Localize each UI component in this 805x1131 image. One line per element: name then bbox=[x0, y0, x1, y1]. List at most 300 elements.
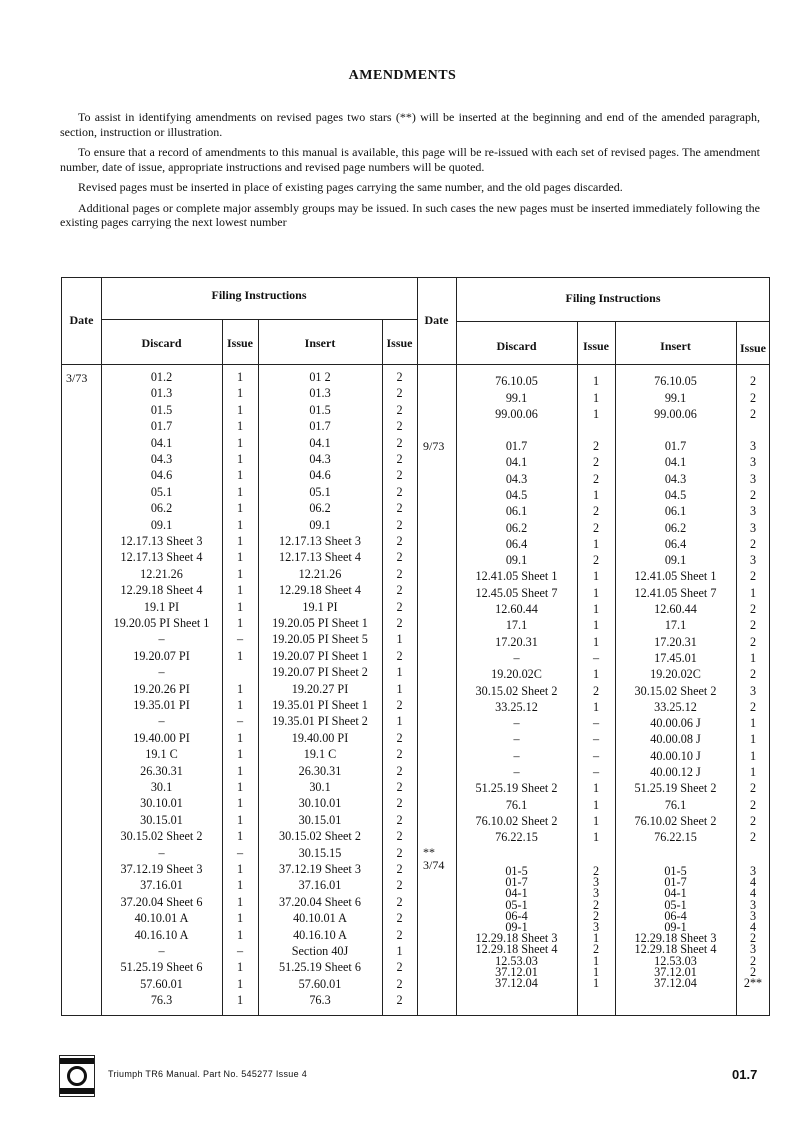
issue-cell: 1 bbox=[236, 566, 244, 581]
issue-cell: 1 bbox=[749, 765, 757, 779]
issue-cell: 3 bbox=[749, 471, 757, 486]
issue-cell: 2 bbox=[749, 374, 757, 388]
issue-cell: 2 bbox=[396, 501, 403, 516]
insert-cell: 19.1 PI bbox=[302, 599, 338, 614]
insert-cell: 40.16.10 A bbox=[293, 927, 347, 942]
issue-cell: 2 bbox=[749, 830, 757, 845]
issue-cell: 2 bbox=[749, 964, 757, 979]
rule bbox=[101, 319, 417, 320]
insert-cell: 12.21.26 bbox=[298, 566, 342, 581]
discard-cell: 09.1 bbox=[150, 517, 173, 532]
insert-cell: 12.17.13 Sheet 3 bbox=[279, 534, 361, 548]
issue-cell: 1 bbox=[592, 407, 600, 421]
issue-cell: 1 bbox=[749, 732, 757, 747]
insert-cell: 01 2 bbox=[309, 370, 331, 384]
discard-cell: 12.21.26 bbox=[140, 566, 183, 581]
header-issue-right-1: Issue bbox=[582, 339, 609, 353]
header-issue-left-2: Issue bbox=[386, 336, 413, 350]
issue-cell: 4 bbox=[749, 920, 757, 934]
discard-cell: 51.25.19 Sheet 6 bbox=[120, 960, 203, 975]
discard-cell: 06.1 bbox=[505, 504, 528, 519]
header-filing-left: Filing Instructions bbox=[211, 288, 307, 302]
issue-cell: 1 bbox=[236, 484, 244, 499]
british-leyland-logo bbox=[59, 1055, 95, 1097]
insert-cell: 37.12.19 Sheet 3 bbox=[279, 862, 361, 876]
issue-cell: 2 bbox=[749, 667, 757, 682]
footer-manual-text: Triumph TR6 Manual. Part No. 545277 Issue 4 bbox=[108, 1069, 307, 1079]
issue-cell: 1 bbox=[592, 602, 600, 616]
discard-cell: – bbox=[513, 748, 520, 763]
discard-cell: 30.15.01 bbox=[140, 812, 183, 827]
issue-cell: 2 bbox=[592, 471, 600, 486]
issue-cell: 4 bbox=[749, 875, 757, 890]
issue-cell: 1 bbox=[592, 797, 600, 812]
discard-cell: – bbox=[158, 714, 165, 729]
issue-cell: 2 bbox=[396, 648, 403, 663]
discard-cell: 04.3 bbox=[505, 471, 528, 486]
issue-cell: 1 bbox=[236, 386, 244, 401]
discard-cell: 01.5 bbox=[150, 402, 173, 417]
issue-cell: 1 bbox=[236, 435, 244, 450]
issue-cell: 3 bbox=[749, 553, 757, 568]
issue-cell: – bbox=[236, 632, 244, 647]
discard-cell: 12.41.05 Sheet 1 bbox=[475, 569, 558, 584]
insert-cell: 30.1 bbox=[309, 780, 331, 794]
discard-cell: 19.1 C bbox=[145, 747, 178, 762]
issue-cell: 2 bbox=[749, 699, 757, 714]
issue-cell: 1 bbox=[236, 993, 244, 1008]
page-title: AMENDMENTS bbox=[348, 68, 457, 83]
insert-cell: 12.41.05 Sheet 7 bbox=[634, 585, 717, 600]
issue-cell: 2 bbox=[396, 452, 403, 466]
discard-cell: 40.16.10 A bbox=[134, 927, 189, 942]
issue-cell: – bbox=[236, 944, 244, 958]
insert-cell: 51.25.19 Sheet 6 bbox=[279, 960, 361, 975]
issue-cell: 1 bbox=[236, 370, 244, 384]
issue-cell: 1 bbox=[396, 665, 403, 680]
rule bbox=[456, 321, 770, 322]
insert-cell: 06.1 bbox=[664, 504, 687, 519]
date-9-73: 9/73 bbox=[423, 439, 445, 453]
discard-cell: 99.00.06 bbox=[495, 407, 538, 421]
issue-cell: 3 bbox=[749, 942, 757, 957]
intro-paragraph-4: Additional pages or complete major assembly groups may be issued. In such cases the new pages must be inserted immediately following the existing pages carrying the next lowest number bbox=[60, 200, 760, 229]
issue-cell: 2 bbox=[749, 407, 757, 421]
insert-cell: 19.20.02C bbox=[650, 667, 701, 682]
insert-cell: 57.60.01 bbox=[298, 976, 342, 991]
issue-cell: 1 bbox=[236, 780, 244, 794]
insert-cell: 04.6 bbox=[309, 468, 331, 483]
issue-cell: 2 bbox=[592, 942, 600, 957]
insert-cell: 12.29.18 Sheet 3 bbox=[634, 931, 717, 946]
discard-cell: – bbox=[513, 765, 520, 779]
issue-cell: 2 bbox=[592, 553, 600, 568]
insert-cell: 37.12.01 bbox=[654, 964, 697, 979]
insert-cell: Section 40J bbox=[291, 944, 349, 958]
insert-cell: 04.1 bbox=[309, 435, 331, 450]
issue-cell: 2 bbox=[396, 534, 403, 548]
issue-cell: 2 bbox=[592, 455, 600, 470]
insert-cell: 26.30.31 bbox=[298, 763, 342, 778]
issue-cell: 2 bbox=[396, 976, 403, 991]
insert-cell: 19.40.00 PI bbox=[291, 730, 349, 745]
discard-cell: 04.6 bbox=[150, 468, 173, 483]
date-3-74: 3/74 bbox=[423, 858, 445, 872]
insert-cell: 05.1 bbox=[309, 484, 331, 499]
issue-cell: 1 bbox=[236, 730, 244, 745]
issue-cell: 1 bbox=[236, 452, 244, 466]
intro-paragraph-2: To ensure that a record of amendments to this manual is available, this page will be re-issued with each set of revised pages. The amendment number, date of issue, appropriate instructions and revised page numbers will be quoted. bbox=[60, 145, 760, 174]
issue-cell: 1 bbox=[592, 667, 600, 682]
discard-cell: 09-1 bbox=[505, 920, 528, 934]
issue-cell: 1 bbox=[396, 714, 403, 729]
insert-cell: 19.20.05 PI Sheet 5 bbox=[272, 632, 368, 647]
insert-cell: 01.5 bbox=[309, 402, 331, 417]
insert-cell: 37.12.04 bbox=[654, 976, 697, 990]
discard-cell: 40.10.01 A bbox=[134, 911, 189, 926]
issue-cell: 1 bbox=[592, 536, 600, 551]
discard-cell: 05-1 bbox=[505, 897, 528, 912]
issue-cell: 1 bbox=[236, 812, 244, 827]
insert-cell: 01-7 bbox=[664, 875, 687, 890]
issue-cell: 1 bbox=[592, 830, 600, 845]
discard-cell: 19.20.05 PI Sheet 1 bbox=[113, 616, 210, 630]
insert-cell: 05-1 bbox=[664, 897, 687, 912]
insert-cell: 40.00.12 J bbox=[650, 765, 701, 779]
discard-cell: 04.3 bbox=[150, 452, 173, 466]
discard-cell: 19.1 PI bbox=[143, 599, 180, 614]
issue-cell: 2 bbox=[396, 927, 403, 942]
issue-cell: 3 bbox=[749, 520, 757, 535]
issue-cell: 2 bbox=[396, 763, 403, 778]
issue-cell: 1 bbox=[592, 953, 600, 968]
issue-cell: 1 bbox=[236, 763, 244, 778]
discard-cell: 01.7 bbox=[150, 419, 173, 434]
issue-cell: 1 bbox=[236, 698, 244, 712]
logo-emblem-icon bbox=[67, 1066, 87, 1086]
discard-cell: 19.40.00 PI bbox=[133, 730, 190, 745]
header-issue-right-2: Issue bbox=[739, 341, 766, 355]
issue-cell: 2 bbox=[749, 618, 757, 633]
issue-cell: – bbox=[592, 732, 600, 747]
discard-cell: – bbox=[158, 665, 165, 680]
insert-cell: 19.1 C bbox=[303, 747, 337, 762]
insert-cell: 17.20.31 bbox=[654, 634, 697, 649]
page-number: 01.7 bbox=[732, 1067, 758, 1082]
discard-cell: 51.25.19 Sheet 2 bbox=[475, 781, 558, 796]
issue-cell: 2 bbox=[749, 813, 757, 828]
discard-cell: 06-4 bbox=[505, 908, 528, 923]
issue-cell: 1 bbox=[236, 829, 244, 844]
issue-cell: 2 bbox=[749, 931, 757, 946]
issue-cell: 1 bbox=[236, 894, 244, 909]
issue-cell: 1 bbox=[236, 911, 244, 926]
issue-cell: 2 bbox=[749, 536, 757, 551]
discard-cell: 37.16.01 bbox=[140, 878, 183, 893]
discard-cell: 12.29.18 Sheet 4 bbox=[475, 942, 558, 957]
insert-cell: 12.17.13 Sheet 4 bbox=[279, 550, 361, 565]
issue-cell: 1 bbox=[236, 419, 244, 434]
issue-cell: 2 bbox=[749, 953, 757, 968]
insert-cell: 99.00.06 bbox=[654, 407, 697, 421]
issue-cell: 1 bbox=[236, 747, 244, 762]
issue-cell: 1 bbox=[236, 648, 244, 663]
discard-cell: 30.15.02 Sheet 2 bbox=[475, 683, 558, 698]
issue-cell: 2 bbox=[592, 439, 600, 453]
header-date-left: Date bbox=[69, 313, 94, 327]
issue-cell: 1 bbox=[396, 632, 403, 647]
discard-cell: – bbox=[158, 845, 165, 860]
discard-cell: 37.20.04 Sheet 6 bbox=[120, 894, 203, 909]
discard-cell: – bbox=[158, 944, 165, 958]
insert-cell: 04-1 bbox=[664, 886, 687, 901]
discard-cell: 76.22.15 bbox=[495, 830, 538, 845]
issue-cell: 2 bbox=[396, 402, 403, 417]
issue-cell: 3 bbox=[592, 886, 600, 901]
issue-cell: 1 bbox=[749, 585, 757, 600]
discard-cell: 19.35.01 PI bbox=[133, 698, 190, 712]
issue-cell: 3 bbox=[592, 920, 600, 934]
issue-cell: 2 bbox=[396, 599, 403, 614]
insert-cell: 19.20.07 PI Sheet 2 bbox=[272, 665, 368, 680]
issue-cell: 2 bbox=[396, 468, 403, 483]
issue-cell: 2 bbox=[396, 517, 403, 532]
issue-cell: – bbox=[592, 716, 600, 731]
discard-cell: 12.53.03 bbox=[495, 953, 538, 968]
issue-cell: 2 bbox=[749, 569, 757, 584]
issue-cell: 2 bbox=[396, 894, 403, 909]
issue-cell: 1 bbox=[749, 748, 757, 763]
issue-cell: 2 bbox=[749, 781, 757, 796]
issue-cell: 1 bbox=[592, 390, 600, 405]
issue-cell: 2 bbox=[396, 484, 403, 499]
issue-cell: – bbox=[236, 714, 244, 729]
header-insert-left: Insert bbox=[304, 336, 336, 350]
insert-cell: 12.53.03 bbox=[654, 953, 697, 968]
issue-cell: 3 bbox=[749, 864, 757, 878]
issue-cell: – bbox=[592, 765, 600, 779]
insert-cell: 17.1 bbox=[664, 618, 687, 633]
discard-cell: 99.1 bbox=[505, 390, 528, 405]
issue-cell: 1 bbox=[236, 402, 244, 417]
issue-cell: 2 bbox=[749, 487, 757, 502]
issue-cell: 2 bbox=[396, 993, 403, 1008]
issue-cell: 2 bbox=[592, 864, 600, 878]
insert-cell: 37.16.01 bbox=[298, 878, 342, 893]
discard-cell: 12.60.44 bbox=[495, 602, 538, 616]
discard-cell: 12.17.13 Sheet 3 bbox=[120, 534, 203, 548]
issue-cell: 1 bbox=[236, 501, 244, 516]
issue-cell: 2 bbox=[396, 862, 403, 876]
insert-cell: 33.25.12 bbox=[654, 699, 697, 714]
discard-cell: 19.20.02C bbox=[491, 667, 542, 682]
issue-cell: 2 bbox=[396, 730, 403, 745]
insert-cell: 37.20.04 Sheet 6 bbox=[279, 894, 361, 909]
insert-cell: 30.15.02 Sheet 2 bbox=[279, 829, 361, 844]
discard-cell: 57.60.01 bbox=[140, 976, 183, 991]
issue-cell: 2 bbox=[396, 780, 403, 794]
discard-cell: 30.1 bbox=[150, 780, 173, 794]
issue-cell: 1 bbox=[592, 699, 600, 714]
issue-cell: 2 bbox=[396, 960, 403, 975]
insert-cell: 17.45.01 bbox=[654, 650, 697, 665]
insert-cell: 19.35.01 PI Sheet 1 bbox=[272, 698, 368, 712]
issue-cell: 1 bbox=[236, 960, 244, 975]
discard-cell: 17.20.31 bbox=[495, 634, 538, 649]
insert-cell: 06.2 bbox=[664, 520, 687, 535]
issue-cell: 1 bbox=[236, 468, 244, 483]
insert-cell: 01-5 bbox=[664, 864, 687, 878]
discard-cell: 76.3 bbox=[150, 993, 173, 1008]
discard-cell: 33.25.12 bbox=[495, 699, 538, 714]
issue-cell: 2 bbox=[396, 747, 403, 762]
date-3-73: 3/73 bbox=[66, 371, 88, 385]
insert-cell: 19.20.07 PI Sheet 1 bbox=[272, 648, 368, 663]
issue-cell: 1 bbox=[592, 585, 600, 600]
issue-cell: 1 bbox=[236, 976, 244, 991]
discard-cell: 04-1 bbox=[505, 886, 528, 901]
header-filing-right: Filing Instructions bbox=[565, 291, 661, 305]
issue-cell: 1 bbox=[592, 634, 600, 649]
date-3-74-mark: ** bbox=[423, 845, 435, 859]
issue-cell: 1 bbox=[236, 534, 244, 548]
insert-cell: 09.1 bbox=[664, 553, 687, 568]
discard-cell: 01.2 bbox=[150, 370, 173, 384]
issue-cell: 2 bbox=[592, 897, 600, 912]
issue-cell: 2 bbox=[396, 796, 403, 811]
issue-cell: 2 bbox=[749, 390, 757, 405]
discard-cell: 06.2 bbox=[150, 501, 173, 516]
issue-cell: 2 bbox=[749, 602, 757, 616]
issue-cell: 1 bbox=[749, 650, 757, 665]
insert-cell: 12.41.05 Sheet 1 bbox=[634, 569, 717, 584]
issue-cell: 2 bbox=[396, 845, 403, 860]
issue-cell: 1 bbox=[592, 813, 600, 828]
issue-cell: 3 bbox=[592, 875, 600, 890]
issue-cell: 4 bbox=[749, 886, 757, 901]
issue-cell: 2 bbox=[396, 829, 403, 844]
header-discard-left: Discard bbox=[141, 336, 182, 350]
issue-cell: 1 bbox=[236, 796, 244, 811]
issue-cell: 2 bbox=[396, 583, 403, 598]
discard-cell: 12.29.18 Sheet 3 bbox=[475, 931, 558, 946]
issue-cell: 3 bbox=[749, 504, 757, 519]
issue-cell: 2 bbox=[396, 812, 403, 827]
discard-cell: 06.2 bbox=[505, 520, 528, 535]
issue-cell: 1 bbox=[592, 618, 600, 633]
discard-cell: 12.29.18 Sheet 4 bbox=[120, 583, 203, 598]
insert-cell: 06-4 bbox=[664, 908, 687, 923]
issue-cell: 1 bbox=[396, 944, 403, 958]
insert-cell: 40.10.01 A bbox=[293, 911, 347, 926]
discard-cell: 06.4 bbox=[505, 536, 528, 551]
rule bbox=[417, 278, 418, 1015]
insert-cell: 30.15.01 bbox=[298, 812, 342, 827]
discard-cell: – bbox=[158, 632, 165, 647]
discard-cell: 19.20.26 PI bbox=[133, 681, 190, 696]
issue-cell: 2** bbox=[743, 976, 763, 990]
insert-cell: 01.7 bbox=[664, 439, 687, 453]
issue-cell: 3 bbox=[749, 455, 757, 470]
discard-cell: – bbox=[513, 650, 520, 665]
logo-band-bottom bbox=[60, 1088, 94, 1094]
insert-cell: 04.3 bbox=[309, 452, 331, 466]
discard-cell: 37.12.19 Sheet 3 bbox=[120, 862, 203, 876]
insert-cell: 06.4 bbox=[664, 536, 687, 551]
issue-cell: 2 bbox=[749, 634, 757, 649]
insert-cell: 40.00.08 J bbox=[650, 732, 701, 747]
discard-cell: 01-7 bbox=[505, 875, 528, 890]
issue-cell: 2 bbox=[396, 370, 403, 384]
insert-cell: 40.00.06 J bbox=[650, 716, 701, 731]
issue-cell: 2 bbox=[592, 504, 600, 519]
issue-cell: 1 bbox=[592, 781, 600, 796]
discard-cell: 04.1 bbox=[505, 455, 528, 470]
insert-cell: 12.29.18 Sheet 4 bbox=[634, 942, 717, 957]
discard-cell: 19.20.07 PI bbox=[133, 648, 190, 663]
insert-cell: 51.25.19 Sheet 2 bbox=[634, 781, 717, 796]
insert-cell: 12.60.44 bbox=[654, 602, 697, 616]
discard-cell: – bbox=[513, 716, 520, 731]
insert-cell: 19.20.05 PI Sheet 1 bbox=[272, 616, 368, 630]
issue-cell: 1 bbox=[236, 517, 244, 532]
intro-paragraph-3: Revised pages must be inserted in place of existing pages carrying the same number, and the old pages discarded. bbox=[78, 180, 623, 194]
rule bbox=[62, 364, 769, 365]
insert-cell: 09.1 bbox=[309, 517, 331, 532]
issue-cell: – bbox=[592, 748, 600, 763]
issue-cell: 1 bbox=[592, 487, 600, 502]
header-issue-left-1: Issue bbox=[226, 336, 253, 350]
intro-text bbox=[60, 110, 760, 236]
intro-paragraph-1: To assist in identifying amendments on revised pages two stars (**) will be inserted at the beginning and end of the amended paragraph, section, instruction or illustration. bbox=[60, 110, 760, 139]
discard-cell: 01.7 bbox=[505, 439, 528, 453]
issue-cell: 1 bbox=[236, 616, 244, 630]
discard-cell: 05.1 bbox=[150, 484, 173, 499]
issue-cell: 2 bbox=[592, 683, 600, 698]
issue-cell: 3 bbox=[749, 908, 757, 923]
discard-cell: 30.10.01 bbox=[140, 796, 183, 811]
discard-cell: 12.17.13 Sheet 4 bbox=[120, 550, 203, 565]
discard-cell: 12.45.05 Sheet 7 bbox=[475, 585, 558, 600]
discard-cell: 76.10.05 bbox=[495, 374, 538, 388]
header-insert-right: Insert bbox=[660, 339, 691, 353]
discard-cell: 26.30.31 bbox=[140, 763, 183, 778]
insert-cell: 04.1 bbox=[664, 455, 687, 470]
issue-cell: 3 bbox=[749, 439, 757, 453]
discard-cell: 17.1 bbox=[505, 618, 528, 633]
issue-cell: 1 bbox=[592, 931, 600, 946]
insert-cell: 01.7 bbox=[309, 419, 331, 434]
issue-cell: 2 bbox=[396, 386, 403, 401]
issue-cell: 1 bbox=[592, 976, 600, 990]
insert-cell: 04.5 bbox=[664, 487, 687, 502]
issue-cell: 2 bbox=[396, 566, 403, 581]
issue-cell: 1 bbox=[592, 569, 600, 584]
logo-band-top bbox=[60, 1058, 94, 1064]
insert-cell: 19.20.27 PI bbox=[291, 681, 349, 696]
issue-cell: 2 bbox=[396, 698, 403, 712]
issue-cell: 2 bbox=[396, 435, 403, 450]
insert-cell: 04.3 bbox=[664, 471, 687, 486]
discard-cell: 37.12.04 bbox=[495, 976, 538, 990]
issue-cell: 1 bbox=[236, 583, 244, 598]
insert-cell: 09-1 bbox=[664, 920, 687, 934]
issue-cell: 2 bbox=[749, 797, 757, 812]
insert-cell: 76.1 bbox=[664, 797, 687, 812]
discard-cell: 01.3 bbox=[150, 386, 173, 401]
insert-cell: 76.10.02 Sheet 2 bbox=[634, 813, 717, 828]
amendments-table bbox=[61, 277, 770, 1016]
